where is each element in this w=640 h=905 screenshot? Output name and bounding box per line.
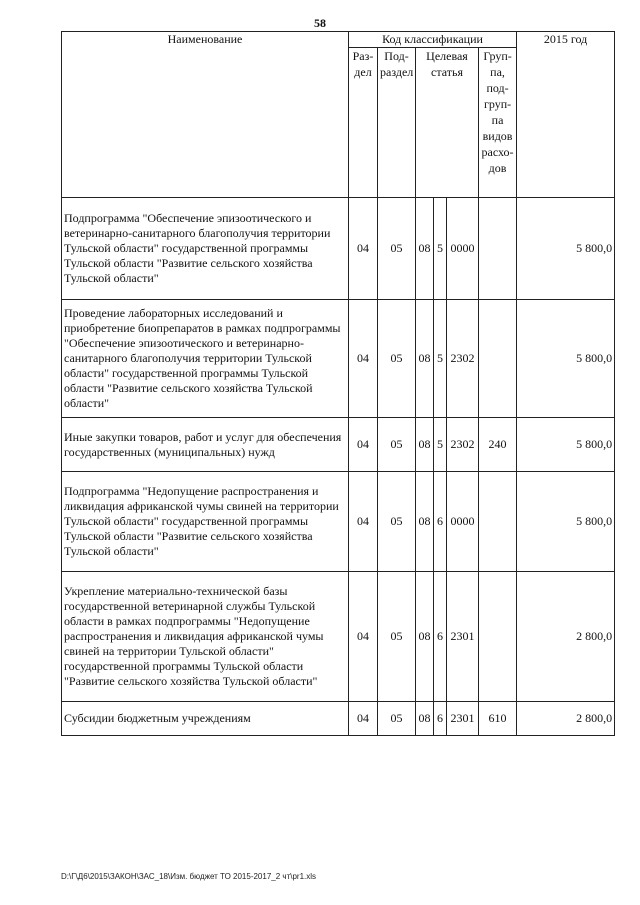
row-subsection: 05 bbox=[378, 572, 416, 702]
row-target-subprogram: 5 bbox=[434, 300, 447, 418]
row-section: 04 bbox=[349, 198, 378, 300]
row-expense-group bbox=[479, 198, 517, 300]
row-amount: 5 800,0 bbox=[517, 472, 615, 572]
row-subsection: 05 bbox=[378, 198, 416, 300]
header-group bbox=[479, 48, 517, 198]
row-target-program: 08 bbox=[416, 472, 434, 572]
table-row bbox=[62, 300, 615, 418]
row-target-subprogram: 6 bbox=[434, 572, 447, 702]
header-section bbox=[349, 48, 378, 198]
page-number: 58 bbox=[314, 16, 326, 30]
row-amount: 2 800,0 bbox=[517, 572, 615, 702]
row-target-item: 2301 bbox=[447, 702, 479, 736]
row-subsection: 05 bbox=[378, 300, 416, 418]
header-year: 2015 год bbox=[517, 32, 615, 198]
row-name: Иные закупки товаров, работ и услуг для обеспечения государственных (муниципальных) нужд bbox=[62, 418, 349, 472]
row-target-program: 08 bbox=[416, 418, 434, 472]
row-target-program: 08 bbox=[416, 300, 434, 418]
row-expense-group: 240 bbox=[479, 418, 517, 472]
row-amount: 5 800,0 bbox=[517, 198, 615, 300]
row-expense-group bbox=[479, 572, 517, 702]
row-name: Субсидии бюджетным учреждениям bbox=[62, 702, 349, 736]
header-classification: Код классификации bbox=[349, 32, 517, 48]
row-target-program: 08 bbox=[416, 198, 434, 300]
row-expense-group: 610 bbox=[479, 702, 517, 736]
row-target-subprogram: 5 bbox=[434, 198, 447, 300]
row-target-subprogram: 6 bbox=[434, 472, 447, 572]
header-subsection-text: Под- раздел bbox=[380, 49, 414, 79]
row-target-item: 2301 bbox=[447, 572, 479, 702]
row-section: 04 bbox=[349, 418, 378, 472]
row-name: Проведение лабораторных исследований и приобретение биопрепаратов в рамках подпрограммы "Обеспечение эпизоотического и ветеринарно-санитарного благополучия территории Тульской области" государственной программы Тульской области "Развитие сельского хозяйства Тульской области" bbox=[62, 300, 349, 418]
budget-table bbox=[61, 31, 615, 736]
row-name: Подпрограмма "Обеспечение эпизоотического и ветеринарно-санитарного благополучия территории Тульской области" государственной программы Тульской области "Развитие сельского хозяйства Тульской области" bbox=[62, 198, 349, 300]
header-target-text: Целевая статья bbox=[426, 49, 468, 79]
row-expense-group bbox=[479, 472, 517, 572]
row-section: 04 bbox=[349, 572, 378, 702]
row-target-item: 2302 bbox=[447, 300, 479, 418]
row-target-subprogram: 5 bbox=[434, 418, 447, 472]
row-target-item: 0000 bbox=[447, 472, 479, 572]
row-section: 04 bbox=[349, 702, 378, 736]
row-subsection: 05 bbox=[378, 472, 416, 572]
row-name: Укрепление материально-технической базы государственной ветеринарной службы Тульской области в рамках подпрограммы "Недопущение распространения и ликвидация африканской чумы свиней на территории Тульской области" государственной программы Тульской области "Развитие сельского хозяйства Тульской области" bbox=[62, 572, 349, 702]
row-subsection: 05 bbox=[378, 418, 416, 472]
row-amount: 5 800,0 bbox=[517, 418, 615, 472]
row-subsection: 05 bbox=[378, 702, 416, 736]
row-section: 04 bbox=[349, 300, 378, 418]
header-group-text: Груп- па, под- груп- па видов расхо- дов bbox=[481, 49, 514, 175]
file-path-footer: D:\Г\Д6\2015\ЗАКОН\ЗАС_18\Изм. бюджет ТО 2015-2017_2 чт\pr1.xls bbox=[61, 872, 317, 881]
row-target-program: 08 bbox=[416, 702, 434, 736]
row-expense-group bbox=[479, 300, 517, 418]
row-section: 04 bbox=[349, 472, 378, 572]
header-name: Наименование bbox=[62, 32, 349, 198]
table-row bbox=[62, 198, 615, 300]
row-target-item: 2302 bbox=[447, 418, 479, 472]
row-name: Подпрограмма "Недопущение распространения и ликвидация африканской чумы свиней на территории Тульской области" государственной программы Тульской области "Развитие сельского хозяйства Тульской области" bbox=[62, 472, 349, 572]
header-section-text: Раз- дел bbox=[352, 49, 374, 79]
row-target-item: 0000 bbox=[447, 198, 479, 300]
header-subsection bbox=[378, 48, 416, 198]
table-row bbox=[62, 418, 615, 472]
row-target-program: 08 bbox=[416, 572, 434, 702]
row-amount: 2 800,0 bbox=[517, 702, 615, 736]
table-row bbox=[62, 702, 615, 736]
table-row bbox=[62, 472, 615, 572]
header-target bbox=[416, 48, 479, 198]
row-amount: 5 800,0 bbox=[517, 300, 615, 418]
table-row bbox=[62, 572, 615, 702]
row-target-subprogram: 6 bbox=[434, 702, 447, 736]
